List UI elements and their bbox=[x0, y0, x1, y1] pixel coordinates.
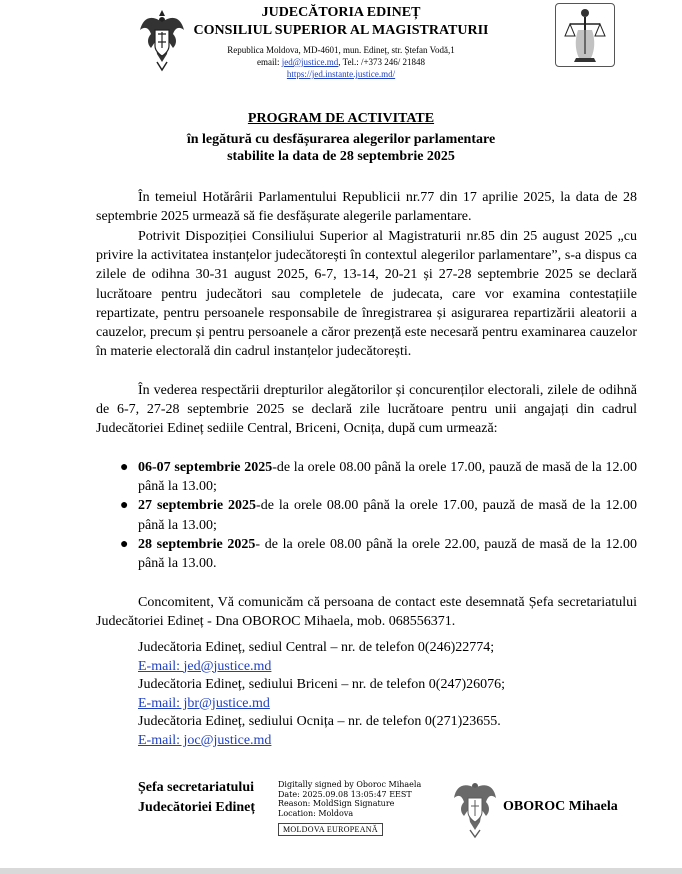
contacts-list bbox=[138, 639, 638, 751]
paragraph-1: În temeiul Hotărârii Parlamentului Republicii nr.77 din 17 aprilie 2025, la data de 28 septembrie 2025 urmează să fie desfășurate alegerile parlamentare. bbox=[96, 190, 637, 225]
bullet-icon: ● bbox=[120, 498, 129, 514]
schedule-item bbox=[96, 496, 637, 534]
contact-central: Judecătoria Edineț, sediul Central – nr. de telefon 0(246)22774; bbox=[138, 640, 495, 655]
contact-briceni: Judecătoria Edineț, sediului Briceni – nr. de telefon 0(247)26076; bbox=[138, 677, 506, 693]
signatory-name: OBOROC Mihaela bbox=[503, 799, 618, 814]
contact-ocnita: Judecătoria Edineț, sediului Ocnița – nr. de telefon 0(271)23655. bbox=[138, 714, 501, 730]
digital-reason: Reason: MoldSign Signature bbox=[278, 799, 395, 808]
court-address: Republica Moldova, MD-4601, mun. Edineț, str. Ștefan Vodă,1 bbox=[227, 45, 455, 55]
schedule-text: - de la orele 08.00 până la orele 22.00, pauză de masă de la 12.00 până la 13.00. bbox=[138, 536, 637, 572]
email-label: email: bbox=[256, 57, 280, 67]
bullet-icon: ● bbox=[120, 460, 129, 475]
signature-role-line1: Șefa secretariatului bbox=[138, 780, 254, 795]
document-subtitle-2: stabilite la data de 28 septembrie 2025 bbox=[227, 149, 455, 164]
website-line bbox=[0, 69, 682, 80]
contact-briceni-email[interactable]: E-mail: jbr@justice.md bbox=[138, 695, 270, 711]
contact-ocnita-email[interactable]: E-mail: joc@justice.md bbox=[138, 732, 272, 748]
signature-coat-of-arms-icon bbox=[450, 778, 500, 840]
header-email-link[interactable]: jed@justice.md bbox=[281, 57, 339, 67]
schedule-date: 28 septembrie 2025 bbox=[138, 536, 256, 552]
schedule-date: 27 septembrie 2025 bbox=[138, 498, 257, 514]
document-subtitle-1: în legătură cu desfășurarea alegerilor parlamentare bbox=[186, 132, 496, 147]
schedule-text: -de la orele 08.00 până la orele 17.00, pauză de masă de la 12.00 până la 13.00; bbox=[138, 460, 637, 495]
paragraph-3: În vederea respectării drepturilor alegătorilor și concurenților electorali, zilele de odihnă de 6-7, 27-28 septembrie 2025 se declară zile lucrătoare pentru unii angajați din cadrul Judecătoriei Edineț sediile Central, Briceni, Ocnița, după cum urmează: bbox=[96, 383, 637, 437]
digital-signature-info bbox=[278, 780, 421, 818]
schedule-list bbox=[96, 458, 637, 573]
website-link[interactable]: https://jed.instante.justice.md/ bbox=[286, 69, 396, 79]
paragraph-2: Potrivit Dispoziției Consiliului Superior al Magistraturii nr.85 din 25 august 2025 „cu privire la activitatea instanțelor judecătorești în contextul alegerilor parlamentare”, s-a dispus ca zilele de odihna 30-31 august 2025, 6-7, 13-14, 20-21 și 27-28 septembrie 2025 se declară lucrătoare pentru judecători sau completele de judecata, care vor examina contestațiile repartizate, pentru persoanele responsabile de înregistrarea și asigurarea repartizării aleatorii a cauzelor, precum și pentru persoanele a căror prezență este necesară pentru examinarea cauzelor în materie electorală din cadrul instanțelor judecătorești. bbox=[96, 229, 637, 360]
digital-date: Date: 2025.09.08 13:05:47 EEST bbox=[278, 789, 412, 799]
contact-paragraph: Concomitent, Vă comunicăm că persoana de contact este desemnată Șefa secretariatului Judecătoriei Edineț - Dna OBOROC Mihaela, mob. 068556371. bbox=[96, 595, 637, 630]
digital-signed-by: Digitally signed by Oboroc Mihaela bbox=[278, 780, 422, 789]
digital-location: Location: Moldova bbox=[278, 808, 354, 818]
signature-role bbox=[138, 778, 255, 818]
page-bottom-edge bbox=[0, 868, 682, 874]
document-title: PROGRAM DE ACTIVITATE bbox=[247, 111, 435, 126]
schedule-item bbox=[96, 458, 637, 496]
contact-line bbox=[0, 57, 682, 68]
signature-role-line2: Judecătoriei Edineț bbox=[138, 800, 256, 815]
court-name: JUDECĂTORIA EDINEȚ bbox=[261, 5, 421, 20]
schedule-text: -de la orele 08.00 până la orele 17.00, pauză de masă de la 12.00 până la 13.00; bbox=[138, 498, 637, 533]
stamp-label: MOLDOVA EUROPEANĂ bbox=[278, 823, 383, 836]
bullet-icon: ● bbox=[120, 536, 129, 552]
contact-central-email[interactable]: E-mail: jed@justice.md bbox=[138, 658, 272, 674]
council-name: CONSILIUL SUPERIOR AL MAGISTRATURII bbox=[193, 23, 489, 38]
schedule-item bbox=[96, 535, 637, 573]
schedule-date: 06-07 septembrie 2025 bbox=[138, 460, 273, 475]
header-phone: , Tel.: /+373 246/ 21848 bbox=[338, 57, 426, 67]
